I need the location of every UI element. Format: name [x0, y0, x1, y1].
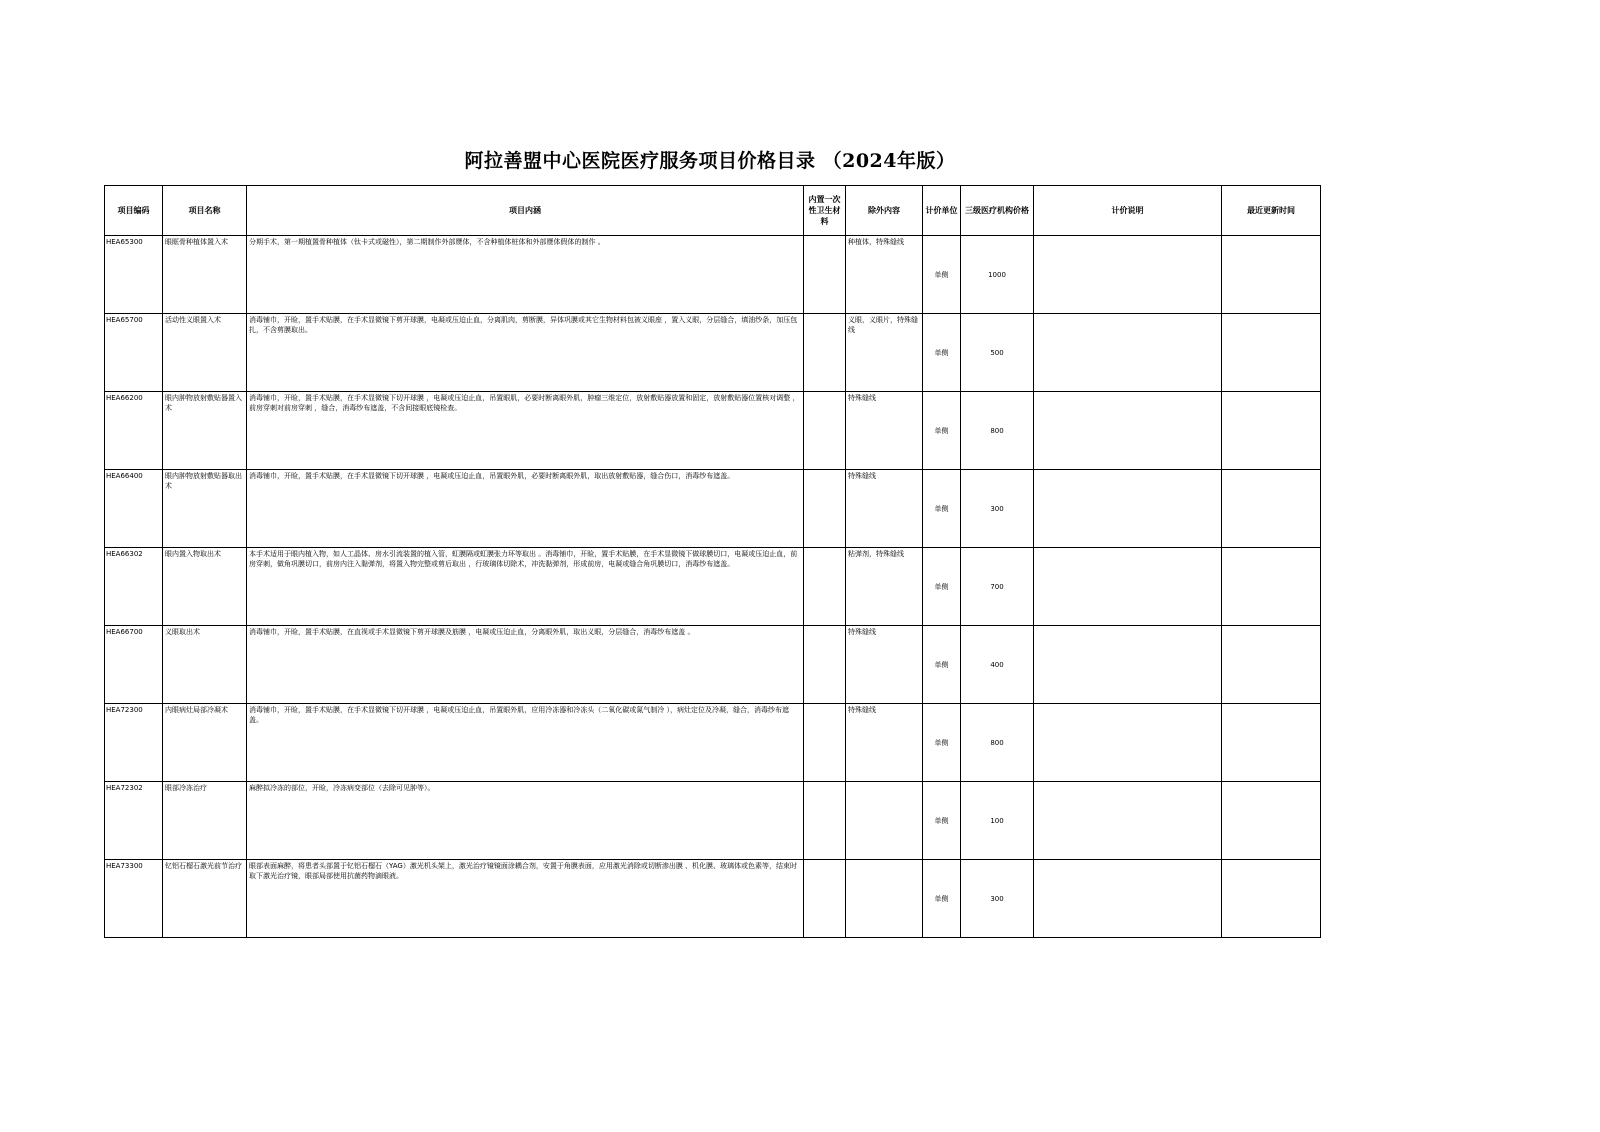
table-row [105, 860, 1321, 938]
cell-code: HEA65700 [105, 314, 163, 392]
cell-name: 眼部冷冻治疗 [163, 782, 247, 860]
cell-materials [804, 314, 846, 392]
cell-price: 500 [961, 314, 1034, 392]
table-header-row [105, 186, 1321, 236]
cell-materials [804, 470, 846, 548]
header-unit: 计价单位 [923, 186, 961, 236]
cell-unit: 单侧 [923, 314, 961, 392]
cell-content: 消毒铺巾，开睑，置手术贴膜，在手术显微镜下剪开球膜，电凝或压迫止血，分离肌肉，剪断膜，异体巩膜或其它生物材料包被义眼座 ，置入义眼，分层缝合，填油纱条，加压包扎，不含剪膜取出。 [247, 314, 804, 392]
cell-excluded: 种植体，特殊缝线 [846, 236, 923, 314]
cell-unit: 单侧 [923, 704, 961, 782]
cell-content: 本手术适用于眼内植入物，如人工晶体、房水引流装置的植入管，虹膜隔或虹膜张力环等取出 。消毒铺巾，开睑，置手术贴膜，在手术显微镜下做球膜切口，电凝或压迫止血，前房穿刺，做角巩膜切口，前房内注入黏弹剂，将置入物完整或剪后取出 ，行玻璃体切除术，冲洗黏弹剂，形成前房，电凝或缝合角巩膜切口，消毒纱布遮盖。 [247, 548, 804, 626]
cell-updated [1222, 860, 1321, 938]
table-row [105, 314, 1321, 392]
header-updated: 最近更新时间 [1222, 186, 1321, 236]
cell-excluded [846, 782, 923, 860]
header-notes: 计价说明 [1034, 186, 1222, 236]
cell-materials [804, 782, 846, 860]
cell-name: 义眼取出术 [163, 626, 247, 704]
cell-price: 700 [961, 548, 1034, 626]
cell-name: 眼内置入物取出术 [163, 548, 247, 626]
cell-name: 活动性义眼置入术 [163, 314, 247, 392]
cell-content: 消毒铺巾，开睑，置手术贴膜，在手术显微镜下切开球膜 ，电凝或压迫止血，吊置眼外肌，必要时断离眼外肌，取出放射敷贴器，缝合伤口，消毒纱布遮盖。 [247, 470, 804, 548]
cell-content: 消毒铺巾，开睑，置手术贴膜，在手术显微镜下切开球膜 ，电凝或压迫止血，吊置眼肌，必要时断离眼外肌，肿瘤三维定位，放射敷贴器放置和固定，放射敷贴器位置核对调整 ，前房穿刺对前房穿刺 ，缝合，消毒纱布遮盖，不含间接眼底镜检查。 [247, 392, 804, 470]
cell-unit: 单侧 [923, 548, 961, 626]
cell-unit: 单侧 [923, 626, 961, 704]
cell-notes [1034, 236, 1222, 314]
header-price: 三级医疗机构价格 [961, 186, 1034, 236]
cell-code: HEA73300 [105, 860, 163, 938]
cell-price: 800 [961, 392, 1034, 470]
cell-excluded: 特殊缝线 [846, 470, 923, 548]
cell-code: HEA66400 [105, 470, 163, 548]
cell-notes [1034, 392, 1222, 470]
cell-excluded: 特殊缝线 [846, 392, 923, 470]
table-row [105, 470, 1321, 548]
cell-excluded [846, 860, 923, 938]
cell-materials [804, 626, 846, 704]
cell-price: 400 [961, 626, 1034, 704]
cell-updated [1222, 236, 1321, 314]
cell-code: HEA66302 [105, 548, 163, 626]
cell-excluded: 义眼，义眼片，特殊缝线 [846, 314, 923, 392]
price-table [104, 185, 1321, 938]
cell-code: HEA66700 [105, 626, 163, 704]
cell-updated [1222, 548, 1321, 626]
cell-content: 消毒铺巾，开睑，置手术贴膜，在手术显微镜下切开球膜 ，电凝或压迫止血，吊置眼外肌，应用冷冻器和冷冻头（二氧化碳或氮气制冷 ），病灶定位及冷凝，缝合，消毒纱布遮盖。 [247, 704, 804, 782]
cell-content: 麻醉拟冷冻的部位，开睑，冷冻病变部位（去除可见肿等）。 [247, 782, 804, 860]
header-materials: 内置一次性卫生材料 [804, 186, 846, 236]
cell-updated [1222, 470, 1321, 548]
cell-code: HEA65300 [105, 236, 163, 314]
cell-name: 眼眶骨种植体置入术 [163, 236, 247, 314]
cell-code: HEA66200 [105, 392, 163, 470]
cell-excluded: 特殊缝线 [846, 704, 923, 782]
cell-updated [1222, 704, 1321, 782]
cell-price: 300 [961, 470, 1034, 548]
cell-unit: 单侧 [923, 860, 961, 938]
table-row [105, 704, 1321, 782]
cell-notes [1034, 314, 1222, 392]
header-code: 项目编码 [105, 186, 163, 236]
cell-name: 内眼病灶局部冷凝术 [163, 704, 247, 782]
cell-notes [1034, 782, 1222, 860]
cell-materials [804, 236, 846, 314]
cell-notes [1034, 470, 1222, 548]
cell-code: HEA72300 [105, 704, 163, 782]
cell-price: 100 [961, 782, 1034, 860]
cell-code: HEA72302 [105, 782, 163, 860]
cell-content: 分期手术，第一期植置骨种植体（钛卡式或磁性），第二期制作外部赝体，不含种植体桩体和外部赝体假体的制作 。 [247, 236, 804, 314]
cell-materials [804, 704, 846, 782]
cell-excluded: 粘弹剂，特殊缝线 [846, 548, 923, 626]
cell-updated [1222, 782, 1321, 860]
cell-updated [1222, 626, 1321, 704]
cell-materials [804, 860, 846, 938]
cell-notes [1034, 548, 1222, 626]
header-name: 项目名称 [163, 186, 247, 236]
page-title: 阿拉善盟中心医院医疗服务项目价格目录 （2024年版） [464, 150, 956, 172]
cell-materials [804, 392, 846, 470]
table-row [105, 782, 1321, 860]
table-row [105, 236, 1321, 314]
cell-name: 眼内肿物放射敷贴器置入术 [163, 392, 247, 470]
cell-name: 眼内肿物放射敷贴器取出术 [163, 470, 247, 548]
cell-updated [1222, 392, 1321, 470]
cell-price: 1000 [961, 236, 1034, 314]
cell-unit: 单侧 [923, 782, 961, 860]
header-content: 项目内涵 [247, 186, 804, 236]
cell-price: 300 [961, 860, 1034, 938]
cell-excluded: 特殊缝线 [846, 626, 923, 704]
cell-unit: 单侧 [923, 392, 961, 470]
cell-updated [1222, 314, 1321, 392]
table-row [105, 626, 1321, 704]
cell-price: 800 [961, 704, 1034, 782]
cell-content: 消毒铺巾，开睑，置手术贴膜，在直视或手术显微镜下剪开球膜及筋膜 ，电凝或压迫止血，分离眼外肌，取出义眼，分层缝合，消毒纱布遮盖 。 [247, 626, 804, 704]
cell-notes [1034, 626, 1222, 704]
cell-notes [1034, 860, 1222, 938]
cell-notes [1034, 704, 1222, 782]
cell-unit: 单侧 [923, 236, 961, 314]
cell-content: 眼部表面麻醉，将患者头部置于钇铝石榴石（YAG）激光机头架上，激光治疗镜镜面涂耦合剂，安置于角膜表面，应用激光消除或切断渗出膜 、机化膜、玻璃体或色素等，结束时取下激光治疗镜，眼部局部使用抗菌药物滴眼液。 [247, 860, 804, 938]
cell-unit: 单侧 [923, 470, 961, 548]
header-excluded: 除外内容 [846, 186, 923, 236]
cell-materials [804, 548, 846, 626]
table-row [105, 548, 1321, 626]
table-row [105, 392, 1321, 470]
cell-name: 钇铝石榴石激光前节治疗 [163, 860, 247, 938]
